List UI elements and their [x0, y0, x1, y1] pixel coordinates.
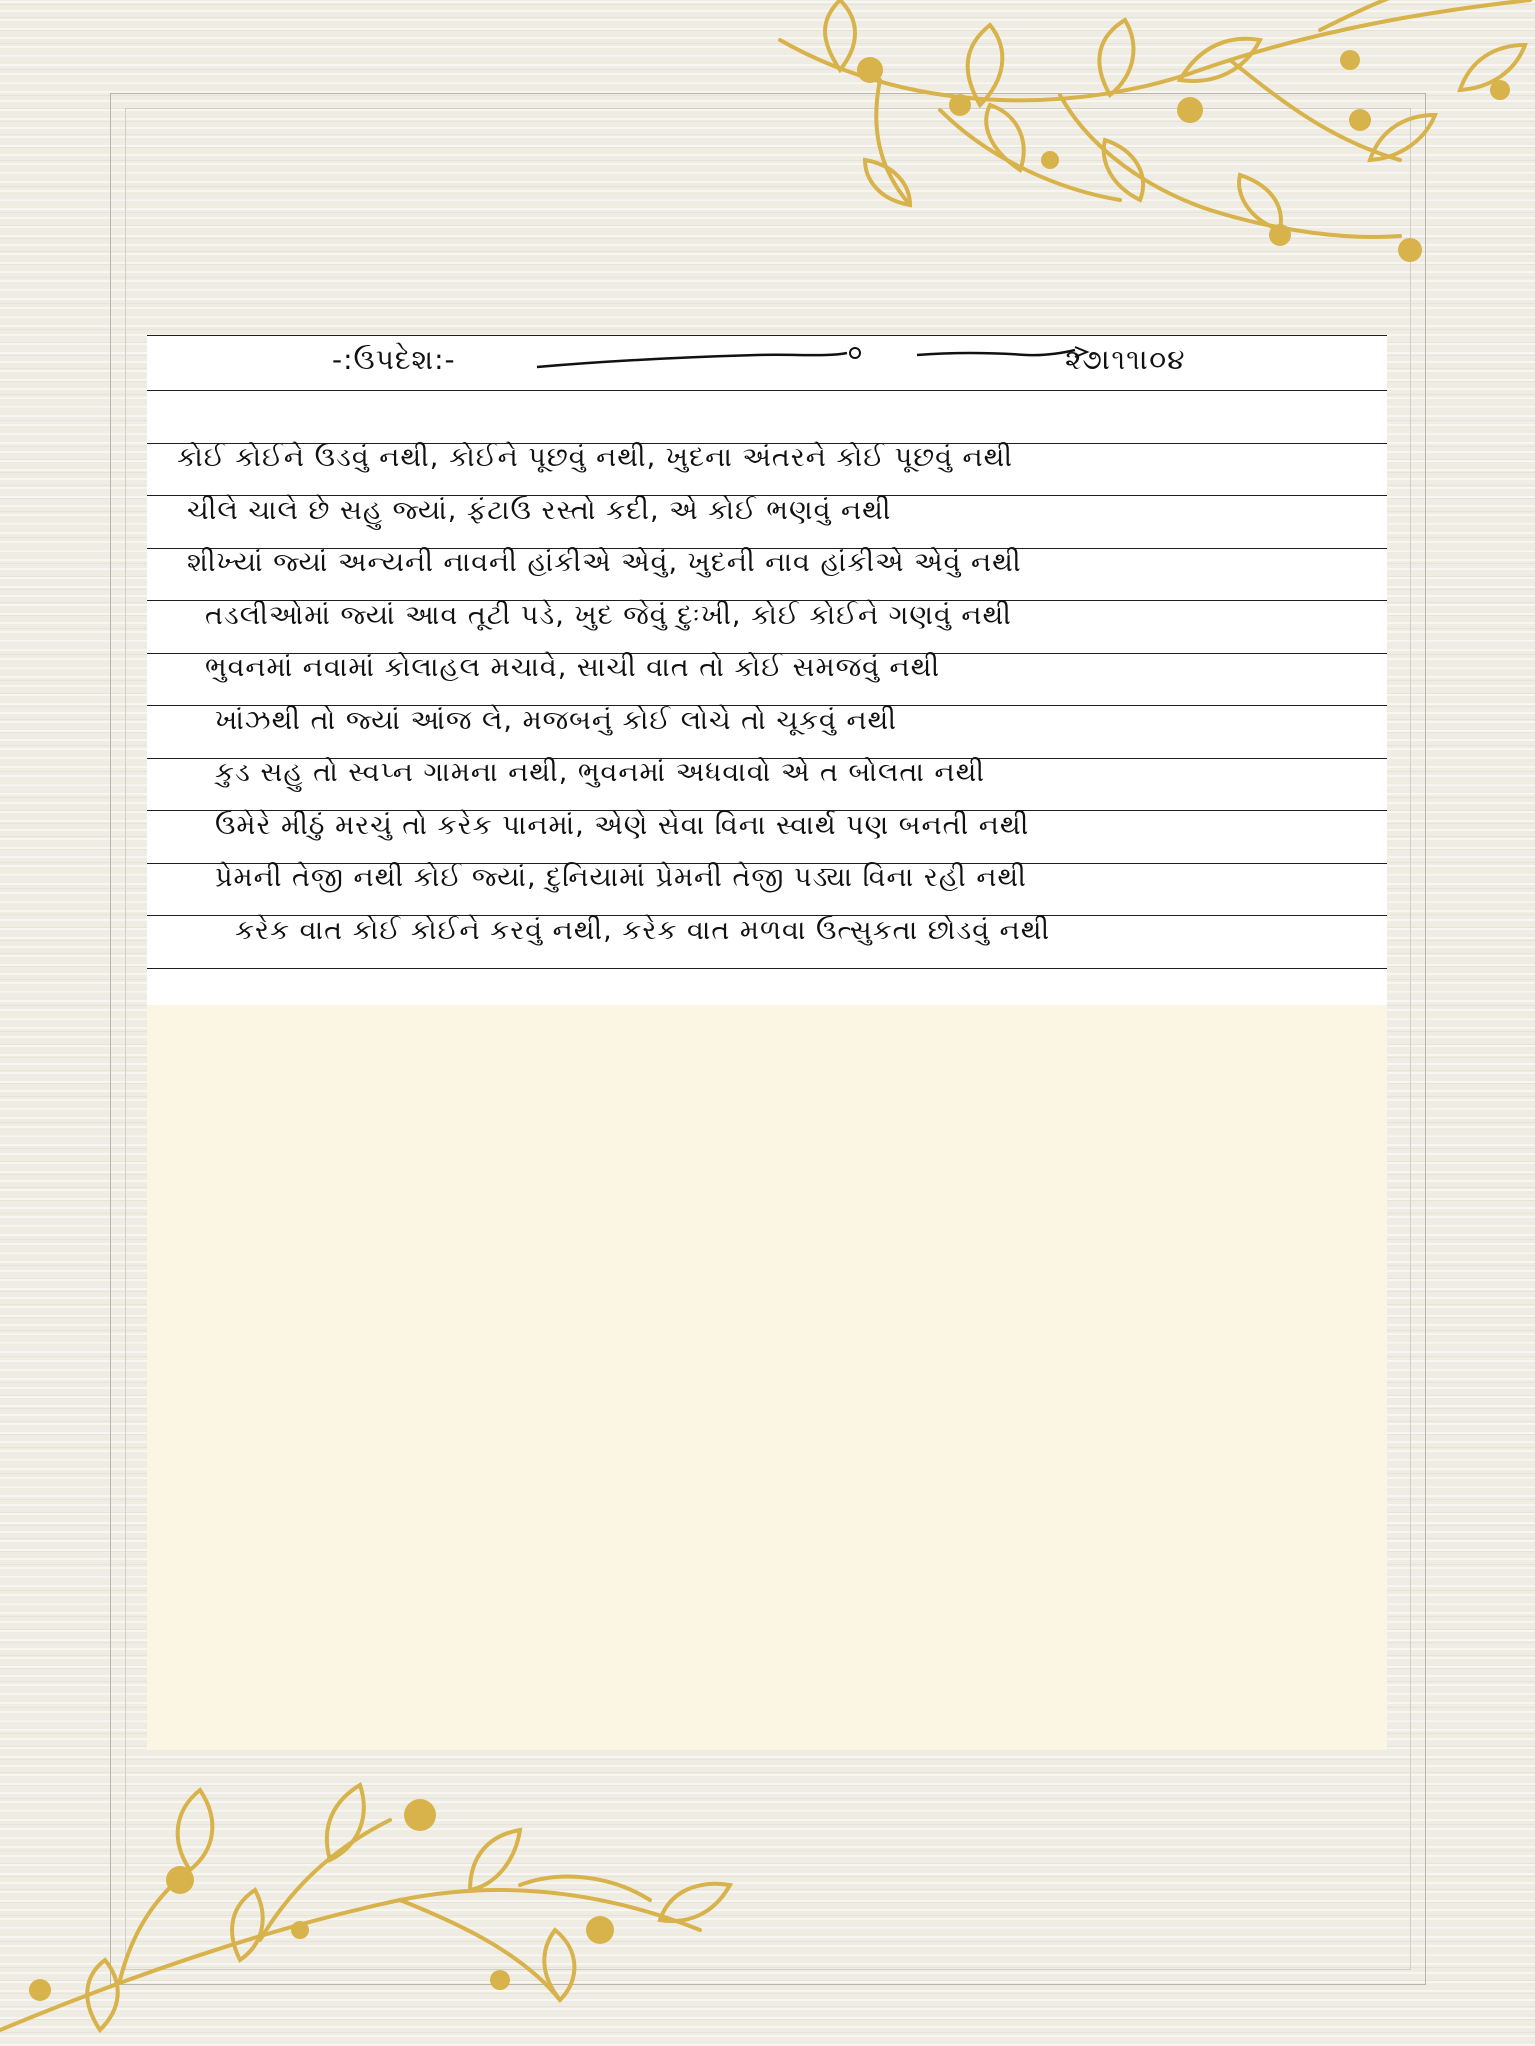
ruled-line: [147, 968, 1387, 969]
note-line: કરેક વાત કોઈ કોઈને કરવું નથી, કરેક વાત મળવા ઉત્સુકતા છોડવું નથી: [235, 915, 1051, 946]
note-line: કોઈ કોઈને ઉડવું નથી, કોઈને પૂછવું નથી, ખુદના અંતરને કોઈ પૂછવું નથી: [177, 442, 1014, 473]
gold-leaf-branch-icon: [760, 0, 1535, 320]
note-line: શીખ્યાં જ્યાં અન્યની નાવની હાંકીએ એવું, ખુદની નાવ હાંકીએ એવું નથી: [187, 547, 1022, 578]
gold-leaf-branch-icon: [0, 1780, 800, 2046]
note-line: ઉમેરે મીઠું મરચું તો કરેક પાનમાં, એણે સેવા વિના સ્વાર્થ પણ બનતી નથી: [215, 810, 1030, 841]
note-line: પ્રેમની તેજી નથી કોઈ જ્યાં, દુનિયામાં પ્રેમની તેજી પડ્યા વિના રહી નથી: [215, 862, 1027, 893]
blank-panel: [147, 1005, 1387, 1750]
note-line: તડલીઓમાં જ્યાં આવ તૂટી પડે, ખુદ જેવું દુઃખી, કોઈ કોઈને ગણવું નથી: [205, 600, 1012, 631]
ruled-line: [147, 390, 1387, 391]
handwritten-note: [147, 335, 1387, 1005]
note-line: કુડ સહુ તો સ્વપ્ન ગામના નથી, ભુવનમાં અધવાવો એ ત બોલતા નથી: [215, 757, 986, 788]
note-date: ૨૭।૧૧।૦૪: [1065, 343, 1186, 376]
note-title: -:ઉપદેશ:-: [332, 343, 456, 376]
note-line: ખાંઝથી તો જ્યાં આંજ લે, મજબનું કોઈ લોચે તો ચૂકવું નથી: [215, 705, 897, 736]
note-line: ભુવનમાં નવામાં કોલાહલ મચાવે, સાચી વાત તો કોઈ સમજવું નથી: [205, 652, 941, 683]
note-line: ચીલે ચાલે છે સહુ જ્યાં, ફંટાઉ રસ્તો કદી, એ કોઈ ભણવું નથી: [187, 495, 892, 526]
